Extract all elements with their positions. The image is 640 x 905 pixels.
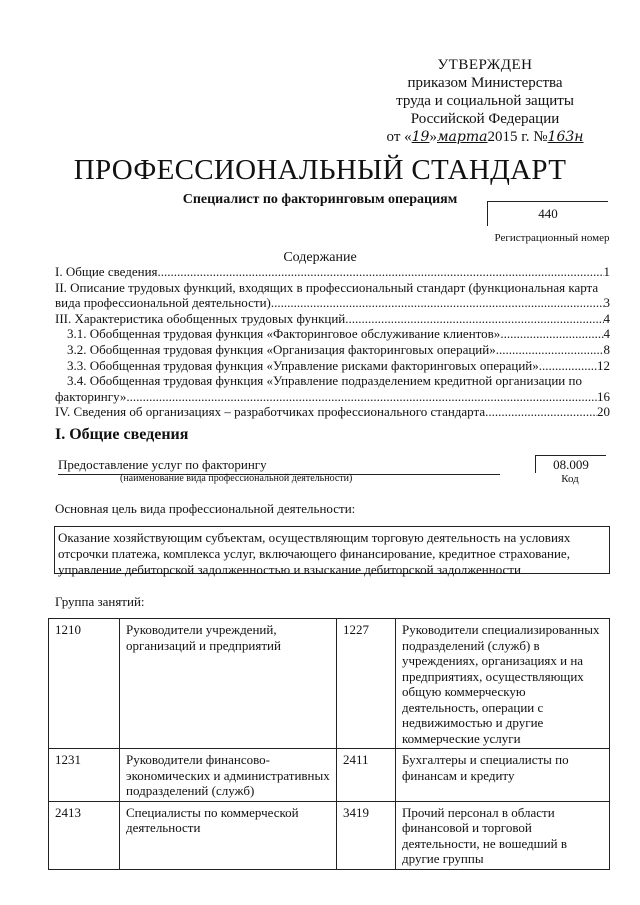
toc-item-text: 3.2. Обобщенная трудовая функция «Организация факторинговых операций» [67, 341, 496, 357]
date-mid: » [429, 129, 437, 145]
toc-item-text: 3.3. Обобщенная трудовая функция «Управление рисками факторинговых операций» [67, 357, 539, 373]
occupation-code: 3419 [337, 801, 396, 869]
date-prefix: от « [386, 129, 412, 145]
activity-code-caption: Код [561, 473, 579, 485]
approval-heading: УТВЕРЖДЕН [437, 57, 533, 73]
date-month: марта [436, 129, 488, 145]
occupation-code: 2413 [49, 801, 120, 869]
goal-label: Основная цель вида профессиональной деятельности: [55, 501, 356, 516]
occupation-name: Руководители учреждений, организаций и предприятий [120, 619, 337, 749]
toc-item[interactable] [55, 373, 610, 404]
occupation-code: 1210 [49, 619, 120, 749]
activity-name-field: Предоставление услуг по факторингу [58, 457, 500, 475]
registration-number-box: 440 [487, 201, 608, 226]
occupation-code: 1231 [49, 749, 120, 802]
toc-item-text: 3.4. Обобщенная трудовая функция «Управление подразделением кредитной организации по [67, 373, 582, 389]
toc-item-text: IV. Сведения об организациях – разработчиках профессионального стандарта [55, 404, 486, 420]
group-label: Группа занятий: [55, 594, 145, 609]
toc-leader [539, 358, 597, 374]
occupation-name: Руководители финансово-экономических и административных подразделений (служб) [120, 749, 337, 802]
toc-item[interactable] [55, 358, 610, 374]
activity-name-caption: (наименование вида профессиональной деятельности) [120, 473, 353, 484]
occupation-name: Специалисты по коммерческой деятельности [120, 801, 337, 869]
goal-text-box: Оказание хозяйствующим субъектам, осуществляющим торговую деятельность на условиях отсрочки платежа, комплекса услуг, включающего финансирование, кредитное страхование, управление дебиторской задолженностью и взыскание дебиторской задолженности [54, 526, 610, 574]
toc-item[interactable] [55, 342, 610, 358]
date-year: 2015 г. № [487, 129, 548, 145]
toc-item[interactable] [55, 280, 610, 311]
toc-item-page: 20 [597, 404, 610, 420]
registration-caption: Регистрационный номер [494, 232, 610, 244]
document-subtitle: Специалист по факторинговым операциям [182, 192, 458, 207]
occupation-code: 2411 [337, 749, 396, 802]
toc-item-text-cont: факторингу» [55, 388, 127, 404]
toc-item[interactable] [55, 404, 610, 420]
toc-leader [345, 311, 603, 327]
table-row [49, 801, 610, 869]
occupation-name: Руководители специализированных подразделений (служб) в учреждениях, организациях и на предприятиях, осуществляющих общую коммерческую деятельность, операции с недвижимостью и другие коммерческие услуги [396, 619, 610, 749]
approval-block [360, 56, 610, 146]
table-row [49, 749, 610, 802]
section-heading: I. Общие сведения [55, 426, 189, 443]
toc-item-page: 12 [597, 357, 610, 373]
table-row [49, 619, 610, 749]
document-title: ПРОФЕССИОНАЛЬНЫЙ СТАНДАРТ [73, 154, 567, 186]
toc-item-text: I. Общие сведения [55, 264, 158, 279]
date-day: 19 [411, 129, 430, 145]
order-number: 163н [547, 129, 584, 145]
toc-leader [500, 326, 603, 342]
toc-leader [485, 404, 597, 420]
toc-item-page: 3 [603, 295, 610, 311]
toc-item[interactable] [55, 326, 610, 342]
activity-code-box: 08.009 [535, 455, 606, 473]
toc-leader [126, 389, 597, 405]
occupation-name: Бухгалтеры и специалисты по финансам и кредиту [396, 749, 610, 802]
approval-date-line [360, 128, 610, 146]
table-of-contents [55, 264, 610, 420]
occupation-name: Прочий персонал в области финансовой и торговой деятельности, не вошедший в другие группы [396, 801, 610, 869]
toc-title: Содержание [283, 250, 357, 265]
toc-leader [158, 264, 604, 280]
toc-item-page: 8 [603, 341, 610, 357]
toc-item-page: 4 [603, 326, 610, 342]
occupation-groups-table [48, 618, 610, 870]
toc-item-page: 4 [603, 310, 610, 326]
toc-leader [271, 295, 604, 311]
approval-line-2: труда и социальной защиты [396, 93, 574, 109]
toc-item-text: II. Описание трудовых функций, входящих в профессиональный стандарт (функциональная карта [55, 279, 599, 295]
toc-leader [496, 342, 604, 358]
toc-item[interactable] [55, 264, 610, 280]
toc-item[interactable] [55, 311, 610, 327]
toc-item-text-cont: вида профессиональной деятельности) [55, 295, 271, 311]
approval-line-3: Российской Федерации [410, 111, 560, 127]
occupation-code: 1227 [337, 619, 396, 749]
approval-line-1: приказом Министерства [407, 75, 563, 91]
toc-item-page: 16 [597, 388, 610, 404]
toc-item-text: III. Характеристика обобщенных трудовых функций [55, 310, 346, 326]
toc-item-page: 1 [603, 264, 610, 279]
toc-item-text: 3.1. Обобщенная трудовая функция «Факторинговое обслуживание клиентов» [67, 326, 501, 342]
